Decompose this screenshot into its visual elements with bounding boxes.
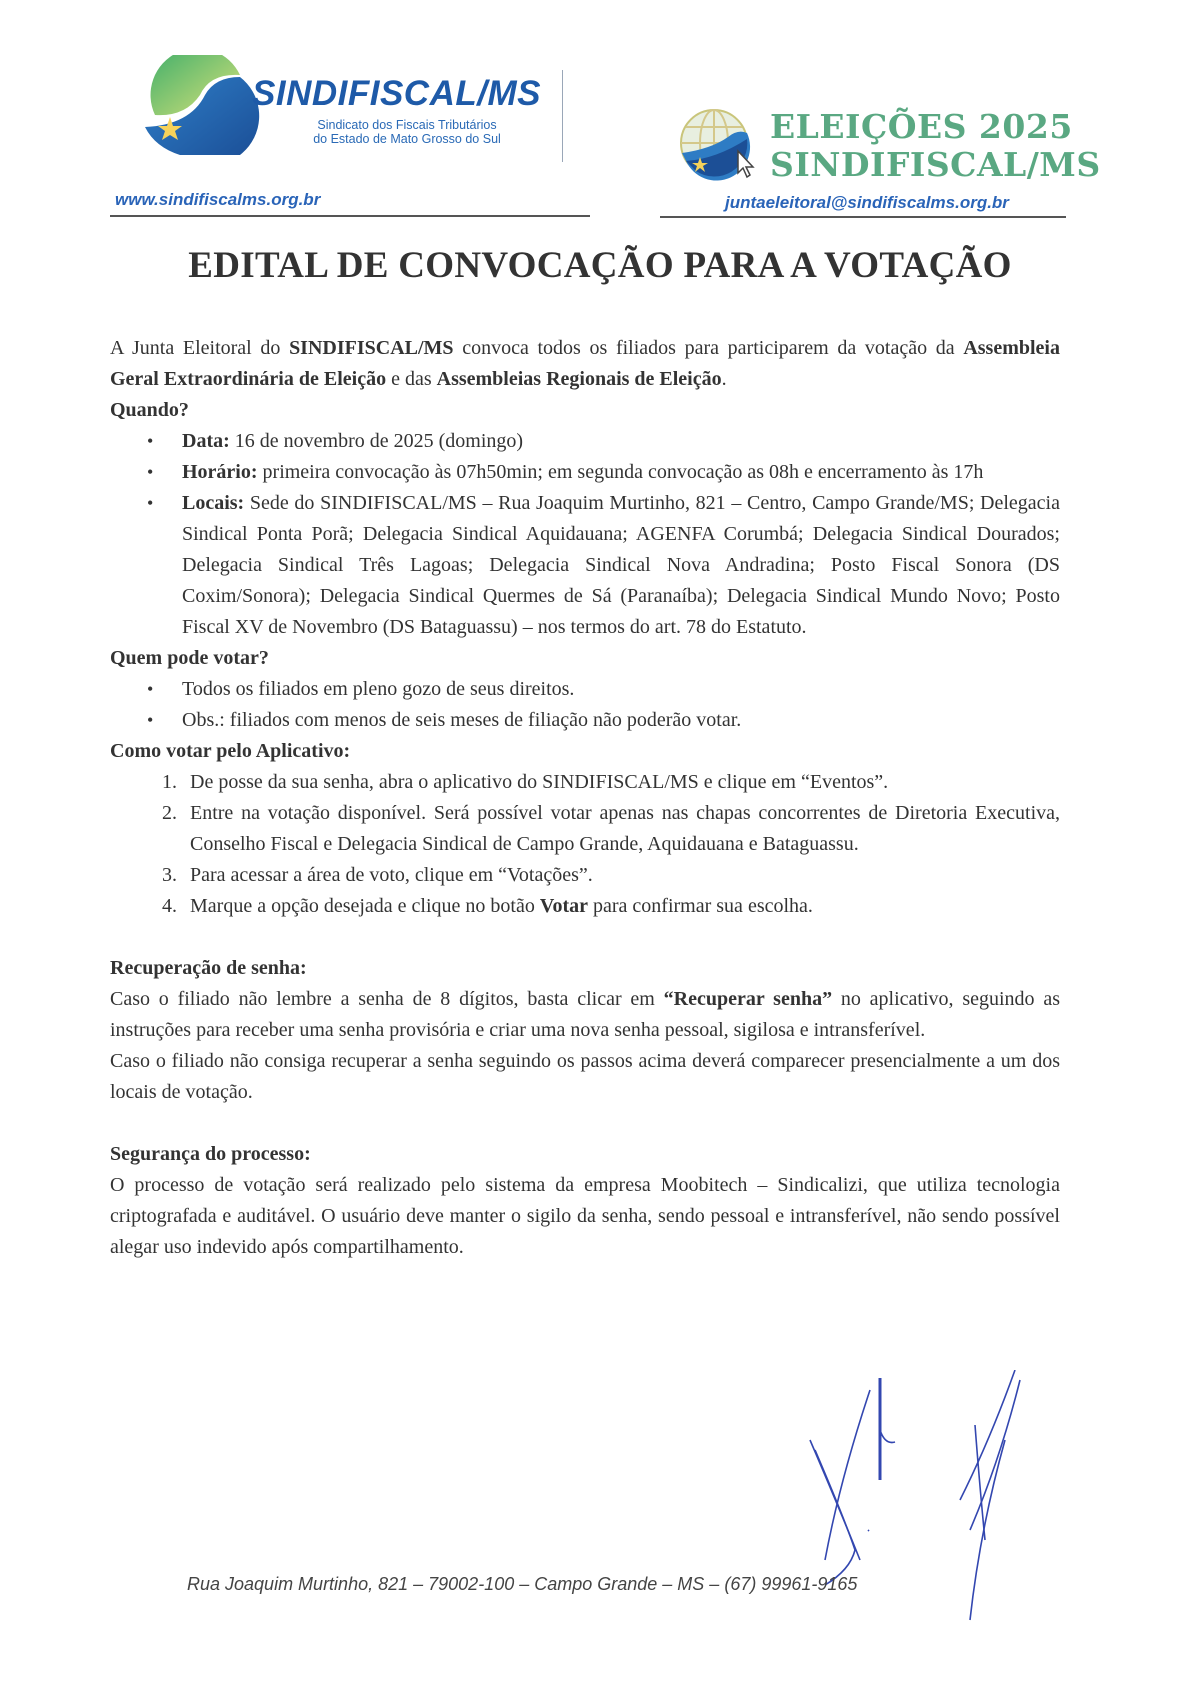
step-item: 2. Entre na votação disponível. Será possível votar apenas nas chapas concorrentes de Diretoria Executiva, Conselho Fiscal e Delegacia Sindical de Campo Grande, Aquidauana e Bataguassu. (182, 798, 1060, 860)
intro-text: e das (386, 368, 437, 390)
step-item: 3. Para acessar a área de voto, clique em “Votações”. (182, 860, 1060, 891)
section-heading-quem: Quem pode votar? (110, 647, 269, 669)
header-rule-right (660, 216, 1066, 218)
list-item (182, 426, 1060, 457)
quando-list (110, 426, 1060, 643)
document-title: EDITAL DE CONVOCAÇÃO PARA A VOTAÇÃO (188, 245, 1012, 286)
recuperacao-paragraph-2: Caso o filiado não consiga recuperar a senha seguindo os passos acima deverá comparecer presencialmente a um dos locais de votação. (110, 1050, 1060, 1103)
spacer (110, 922, 1060, 953)
signatures-icon (780, 1370, 1120, 1670)
list-item: • Obs.: filiados com menos de seis meses de filiação não poderão votar. (182, 705, 1060, 736)
intro-bold-assembly: Assembleia Geral Extraordinária de Eleição (110, 337, 1060, 390)
item-text: 16 de novembro de 2025 (domingo) (229, 430, 524, 452)
brand-subtitle (282, 118, 532, 146)
header-divider (562, 70, 563, 162)
list-item (182, 488, 1060, 643)
recuperacao-paragraph-1 (110, 984, 1060, 1046)
item-text: primeira convocação às 07h50min; em segunda convocação as 08h e encerramento às 17h (257, 461, 984, 483)
intro-text: A Junta Eleitoral do (110, 337, 290, 359)
intro-bold-regional: Assembleias Regionais de Eleição (436, 368, 722, 390)
section-heading-como: Como votar pelo Aplicativo: (110, 740, 351, 762)
website-link[interactable]: www.sindifiscalms.org.br (115, 190, 321, 209)
intro-bold-union: SINDIFISCAL/MS (289, 337, 454, 359)
section-heading-recuperacao: Recuperação de senha: (110, 957, 307, 979)
election-globe-icon (676, 105, 768, 185)
step-item: 1. De posse da sua senha, abra o aplicativo do SINDIFISCAL/MS e clique em “Eventos”. (182, 767, 1060, 798)
sindifiscal-logo-icon (140, 55, 260, 155)
intro-text: convoca todos os filiados para participarem da votação da (453, 337, 964, 359)
footer-address: Rua Joaquim Murtinho, 821 – 79002-100 – Campo Grande – MS – (67) 99961-9165 (187, 1574, 858, 1594)
spacer (110, 1108, 1060, 1139)
list-item: • Todos os filiados em pleno gozo de seus direitos. (182, 674, 1060, 705)
item-label: Locais: (182, 492, 245, 514)
section-heading-seguranca: Segurança do processo: (110, 1143, 311, 1165)
brand-subtitle-line1: Sindicato dos Fiscais Tributários (317, 118, 497, 132)
para-text: Caso o filiado não lembre a senha de 8 dígitos, basta clicar em (110, 988, 664, 1010)
election-banner (770, 108, 1101, 184)
item-label: Data: (182, 430, 230, 452)
item-text: Sede do SINDIFISCAL/MS – Rua Joaquim Murtinho, 821 – Centro, Campo Grande/MS; Delegacia Sindical Ponta Porã; Delegacia Sindical Aquidauana; AGENFA Corumbá; Delegacia Sindical Dourados; Delegacia Sindical Três Lagoas; Delegacia Sindical Nova Andradina; Posto Fiscal Sonora (DS Coxim/Sonora); Delegacia Sindical Quermes de Sá (Paranaíba); Delegacia Sindical Mundo Novo; Posto Fiscal XV de Novembro (DS Bataguassu) – nos termos do art. 78 do Estatuto. (182, 492, 1060, 638)
step-item (182, 891, 1060, 922)
section-heading-quando: Quando? (110, 399, 189, 421)
step-bold-votar: Votar (539, 895, 589, 917)
election-line2: SINDIFISCAL/MS (770, 145, 1101, 184)
brand-name: SINDIFISCAL/MS (252, 74, 541, 113)
election-line1: ELEIÇÕES 2025 (770, 107, 1073, 146)
step-text: para confirmar sua escolha. (588, 895, 813, 917)
step-text: Marque a opção desejada e clique no botão (190, 895, 540, 917)
intro-text: . (721, 368, 727, 390)
como-steps (110, 767, 1060, 922)
document-body (110, 333, 1060, 1263)
list-item (182, 457, 1060, 488)
email-link[interactable]: juntaeleitoral@sindifiscalms.org.br (725, 193, 1009, 212)
item-label: Horário: (182, 461, 258, 483)
brand-subtitle-line2: do Estado de Mato Grosso do Sul (313, 132, 501, 146)
header-rule-left (110, 215, 590, 217)
seguranca-paragraph: O processo de votação será realizado pelo sistema da empresa Moobitech – Sindicalizi, que utiliza tecnologia criptografada e auditável. O usuário deve manter o sigilo da senha, sendo pessoal e intransferível, não sendo possível alegar uso indevido após compartilhamento. (110, 1174, 1060, 1258)
intro-paragraph (110, 333, 1060, 395)
para-text: no aplicativo, seguindo as instruções para receber uma senha provisória e criar uma nova senha pessoal, sigilosa e intransferível. (110, 988, 1060, 1041)
para-bold-recuperar: “Recuperar senha” (663, 988, 833, 1010)
quem-list (110, 674, 1060, 736)
